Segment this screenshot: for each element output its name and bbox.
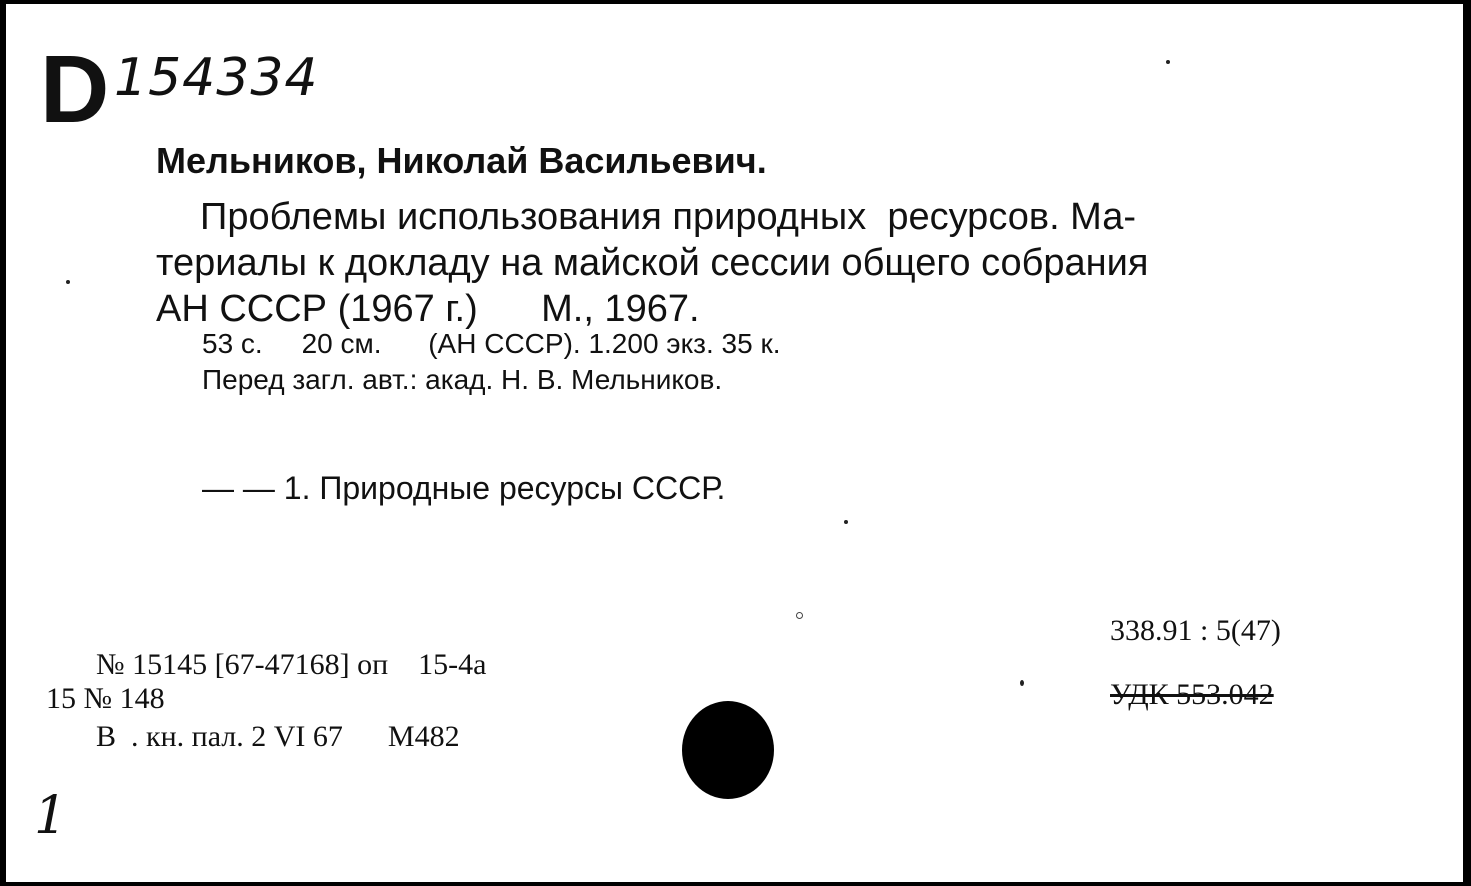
subject-heading: — — 1. Природные ресурсы СССР. xyxy=(202,470,726,506)
title-line-1: Проблемы использования природных ресурсов. Ма- xyxy=(200,196,1137,238)
udk-classification: УДК 553.042 xyxy=(1110,678,1274,711)
author-heading: Мельников, Николай Васильевич. xyxy=(156,140,767,181)
speck-mark xyxy=(1166,60,1170,64)
registration-line-2: 15 № 148 xyxy=(46,682,165,715)
punch-hole xyxy=(682,701,774,799)
physical-description: 53 с. 20 см. (АН СССР). 1.200 экз. 35 к. xyxy=(202,328,781,359)
copy-mark: 1 xyxy=(34,786,68,846)
shelf-mark-letter: D xyxy=(40,36,110,143)
shelf-mark-number: 154334 xyxy=(114,48,319,108)
speck-mark xyxy=(796,612,803,619)
note-line: Перед загл. авт.: акад. Н. В. Мельников. xyxy=(202,364,723,395)
speck-mark xyxy=(844,520,848,524)
title-line-3: АН СССР (1967 г.) М., 1967. xyxy=(156,288,700,330)
registration-line-3: В . кн. пал. 2 VI 67 М482 xyxy=(96,720,460,753)
registration-line-1: № 15145 [67-47168] оп 15-4а xyxy=(96,648,487,681)
catalog-card xyxy=(6,4,1463,882)
speck-mark xyxy=(66,280,70,284)
bbk-classification: 338.91 : 5(47) xyxy=(1110,614,1281,647)
speck-mark xyxy=(1020,680,1024,686)
title-line-2: териалы к докладу на майской сессии общего собрания xyxy=(156,242,1149,284)
